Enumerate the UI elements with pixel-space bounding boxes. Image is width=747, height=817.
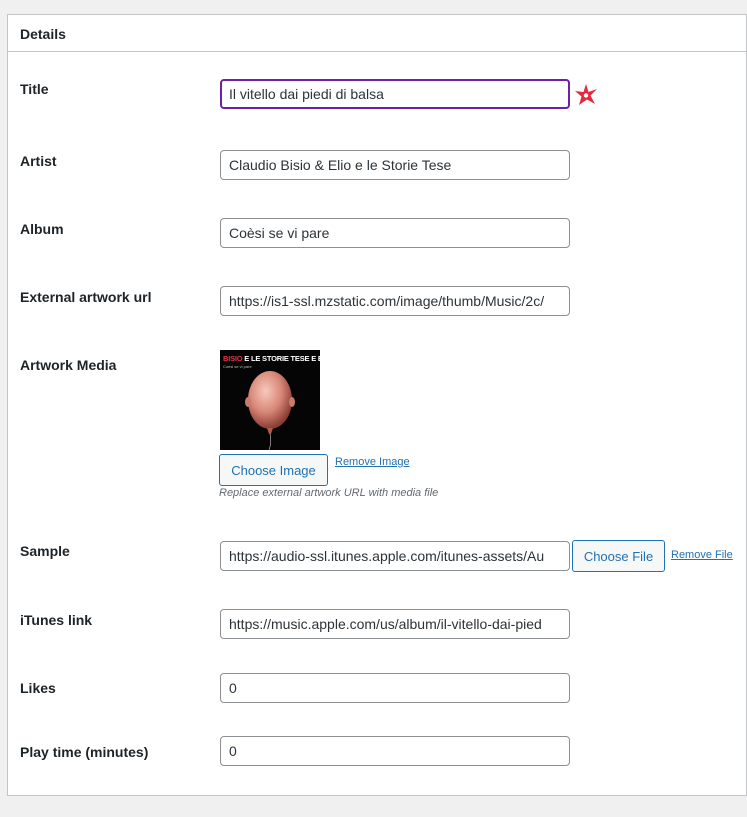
album-label: Album	[20, 221, 64, 237]
choose-image-button[interactable]: Choose Image	[219, 454, 328, 486]
external-artwork-label: External artwork url	[20, 289, 152, 305]
external-artwork-input[interactable]: https://is1-ssl.mzstatic.com/image/thumb/Music/2c/	[220, 286, 570, 316]
artist-input[interactable]: Claudio Bisio & Elio e le Storie Tese	[220, 150, 570, 180]
artist-label: Artist	[20, 153, 57, 169]
details-panel	[7, 14, 747, 796]
artwork-cover-subtitle: Coèsi se vi pare	[223, 364, 252, 369]
playtime-input[interactable]: 0	[220, 736, 570, 766]
artwork-cover-title: BISIO E LE STORIE TESE E ELIO	[223, 354, 335, 363]
itunes-link-input[interactable]: https://music.apple.com/us/album/il-vitello-dai-pied	[220, 609, 570, 639]
remove-file-link[interactable]: Remove File	[671, 549, 733, 561]
likes-label: Likes	[20, 680, 56, 696]
itunes-link-label: iTunes link	[20, 612, 93, 628]
artwork-thumbnail	[220, 350, 335, 450]
title-label: Title	[20, 81, 49, 97]
red-star-badge-icon[interactable]	[574, 83, 598, 107]
panel-title: Details	[20, 26, 66, 42]
artwork-hint-text: Replace external artwork URL with media file	[219, 487, 439, 499]
likes-input[interactable]: 0	[220, 673, 570, 703]
artwork-media-label: Artwork Media	[20, 357, 117, 373]
sample-input[interactable]: https://audio-ssl.itunes.apple.com/itunes-assets/Au	[220, 541, 570, 571]
remove-image-link[interactable]: Remove Image	[335, 456, 410, 468]
album-input[interactable]: Coèsi se vi pare	[220, 218, 570, 248]
panel-header	[8, 15, 746, 52]
sample-label: Sample	[20, 543, 70, 559]
balloon-head-image	[220, 350, 320, 450]
choose-file-button[interactable]: Choose File	[572, 540, 665, 572]
playtime-label: Play time (minutes)	[20, 744, 149, 760]
title-input[interactable]: Il vitello dai piedi di balsa	[220, 79, 570, 109]
